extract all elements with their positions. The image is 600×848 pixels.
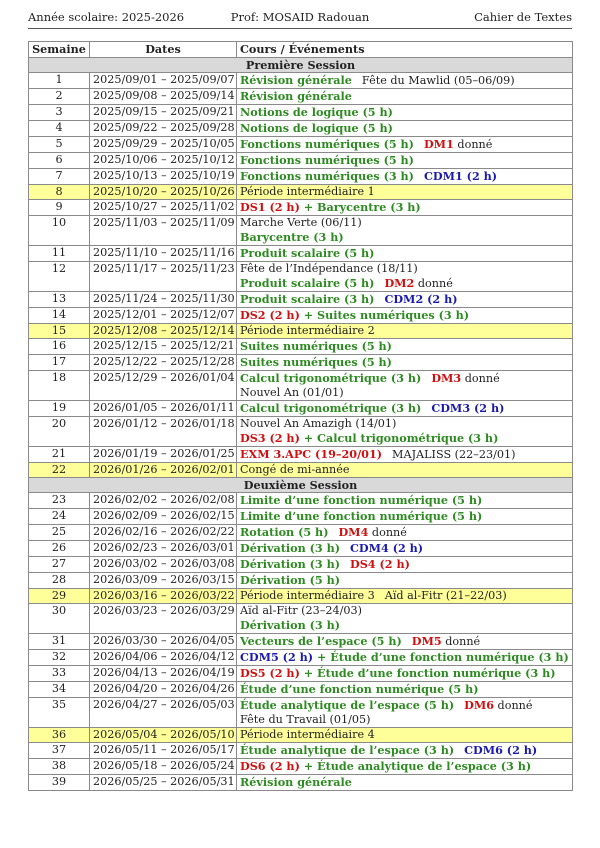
table-row xyxy=(29,185,573,200)
event-line xyxy=(240,759,569,774)
events-cell xyxy=(237,698,573,728)
school-year: Année scolaire: 2025-2026 xyxy=(28,10,185,24)
week-number: 24 xyxy=(29,509,90,525)
event-text: DS3 (2 h) xyxy=(240,431,300,445)
date-range: 2026/05/25 – 2026/05/31 xyxy=(90,775,237,791)
week-number: 2 xyxy=(29,89,90,105)
event-line xyxy=(240,493,569,508)
event-line xyxy=(240,324,569,338)
event-line xyxy=(240,541,569,556)
event-text: donné xyxy=(453,138,493,151)
week-number: 37 xyxy=(29,743,90,759)
events-cell xyxy=(237,417,573,447)
event-line xyxy=(240,216,569,230)
event-text: Barycentre (3 h) xyxy=(240,230,344,244)
event-text: DS4 (2 h) xyxy=(350,557,410,571)
table-row xyxy=(29,743,573,759)
events-cell xyxy=(237,371,573,401)
date-range: 2026/05/04 – 2026/05/10 xyxy=(90,728,237,743)
event-text: Notions de logique (5 h) xyxy=(240,105,393,119)
week-number: 23 xyxy=(29,493,90,509)
table-row xyxy=(29,246,573,262)
table-row xyxy=(29,169,573,185)
table-row xyxy=(29,447,573,463)
events-cell xyxy=(237,89,573,105)
event-line xyxy=(240,200,569,215)
date-range: 2025/09/15 – 2025/09/21 xyxy=(90,105,237,121)
date-range: 2025/09/01 – 2025/09/07 xyxy=(90,73,237,89)
week-number: 35 xyxy=(29,698,90,728)
date-range: 2026/03/23 – 2026/03/29 xyxy=(90,604,237,634)
event-text: Nouvel An (01/01) xyxy=(240,386,344,399)
event-line xyxy=(240,431,569,446)
events-cell xyxy=(237,324,573,339)
event-line xyxy=(240,292,569,307)
week-number: 18 xyxy=(29,371,90,401)
event-line xyxy=(240,169,569,184)
table-row xyxy=(29,775,573,791)
event-line xyxy=(240,246,569,261)
event-text: Révision générale xyxy=(240,89,352,103)
table-row xyxy=(29,493,573,509)
event-text: CDM3 (2 h) xyxy=(431,401,505,415)
event-text: EXM 3.APC (19–20/01) xyxy=(240,447,383,461)
event-text: DS5 (2 h) xyxy=(240,666,300,680)
table-row xyxy=(29,153,573,169)
event-text: Dérivation (3 h) xyxy=(240,557,341,571)
table-row xyxy=(29,417,573,447)
events-cell xyxy=(237,185,573,200)
event-text: Congé de mi-année xyxy=(240,463,350,476)
event-line xyxy=(240,650,569,665)
event-text: donné xyxy=(414,277,453,290)
table-row xyxy=(29,525,573,541)
events-cell xyxy=(237,759,573,775)
date-range: 2026/03/30 – 2026/04/05 xyxy=(90,634,237,650)
table-row xyxy=(29,262,573,292)
table-row xyxy=(29,292,573,308)
events-cell xyxy=(237,509,573,525)
week-number: 6 xyxy=(29,153,90,169)
date-range: 2026/01/05 – 2026/01/11 xyxy=(90,401,237,417)
event-line xyxy=(240,230,569,245)
session-label: Deuxième Session xyxy=(29,478,573,493)
event-text: DM2 xyxy=(384,276,415,290)
event-text: Notions de logique (5 h) xyxy=(240,121,393,135)
week-number: 31 xyxy=(29,634,90,650)
document-title: Cahier de Textes xyxy=(474,10,572,24)
event-text: Suites numériques (5 h) xyxy=(240,339,392,353)
week-number: 36 xyxy=(29,728,90,743)
event-text: Fête de l’Indépendance (18/11) xyxy=(240,262,418,275)
table-row xyxy=(29,650,573,666)
event-text: + Barycentre (3 h) xyxy=(299,200,421,214)
event-text: Fête du Travail (01/05) xyxy=(240,713,371,726)
week-number: 12 xyxy=(29,262,90,292)
event-text: Fonctions numériques (5 h) xyxy=(240,137,414,151)
table-row xyxy=(29,355,573,371)
event-text: CDM5 (2 h) xyxy=(240,650,314,664)
event-text: Nouvel An Amazigh (14/01) xyxy=(240,417,397,430)
week-number: 17 xyxy=(29,355,90,371)
date-range: 2025/10/13 – 2025/10/19 xyxy=(90,169,237,185)
events-cell xyxy=(237,401,573,417)
week-number: 11 xyxy=(29,246,90,262)
events-cell xyxy=(237,728,573,743)
date-range: 2026/05/18 – 2026/05/24 xyxy=(90,759,237,775)
events-cell xyxy=(237,105,573,121)
date-range: 2026/04/27 – 2026/05/03 xyxy=(90,698,237,728)
event-line xyxy=(240,105,569,120)
event-text: Produit scalaire (5 h) xyxy=(240,276,375,290)
event-text: Marche Verte (06/11) xyxy=(240,216,362,229)
date-range: 2026/01/12 – 2026/01/18 xyxy=(90,417,237,447)
week-number: 14 xyxy=(29,308,90,324)
week-number: 8 xyxy=(29,185,90,200)
event-line xyxy=(240,386,569,400)
week-number: 27 xyxy=(29,557,90,573)
event-text: Dérivation (5 h) xyxy=(240,573,341,587)
events-cell xyxy=(237,137,573,153)
table-row xyxy=(29,759,573,775)
table-row xyxy=(29,73,573,89)
week-number: 19 xyxy=(29,401,90,417)
date-range: 2025/12/15 – 2025/12/21 xyxy=(90,339,237,355)
event-text: CDM4 (2 h) xyxy=(350,541,424,555)
column-header-events: Cours / Événements xyxy=(237,42,573,58)
event-line xyxy=(240,743,569,758)
table-row xyxy=(29,137,573,153)
date-range: 2025/09/29 – 2025/10/05 xyxy=(90,137,237,153)
table-row xyxy=(29,200,573,216)
event-text: Fonctions numériques (3 h) xyxy=(240,169,414,183)
event-text: + Suites numériques (3 h) xyxy=(299,308,470,322)
event-line xyxy=(240,371,569,386)
event-text: + Étude analytique de l’espace (3 h) xyxy=(299,759,532,773)
date-range: 2025/10/27 – 2025/11/02 xyxy=(90,200,237,216)
date-range: 2025/12/01 – 2025/12/07 xyxy=(90,308,237,324)
date-range: 2025/10/06 – 2025/10/12 xyxy=(90,153,237,169)
column-header-week: Semaine xyxy=(29,42,90,58)
event-line xyxy=(240,666,569,681)
event-text: + Étude d’une fonction numérique (3 h) xyxy=(299,666,556,680)
events-cell xyxy=(237,573,573,589)
week-number: 38 xyxy=(29,759,90,775)
event-text: DM3 xyxy=(431,371,462,385)
event-text: DS6 (2 h) xyxy=(240,759,300,773)
event-text: Étude d’une fonction numérique (5 h) xyxy=(240,682,479,696)
event-line xyxy=(240,185,569,199)
date-range: 2026/04/20 – 2026/04/26 xyxy=(90,682,237,698)
date-range: 2026/02/09 – 2026/02/15 xyxy=(90,509,237,525)
event-text: Rotation (5 h) xyxy=(240,525,329,539)
week-number: 25 xyxy=(29,525,90,541)
week-number: 5 xyxy=(29,137,90,153)
events-cell xyxy=(237,775,573,791)
table-row xyxy=(29,371,573,401)
date-range: 2025/12/08 – 2025/12/14 xyxy=(90,324,237,339)
date-range: 2025/11/03 – 2025/11/09 xyxy=(90,216,237,246)
week-number: 9 xyxy=(29,200,90,216)
week-number: 30 xyxy=(29,604,90,634)
events-cell xyxy=(237,121,573,137)
week-number: 20 xyxy=(29,417,90,447)
event-text: CDM2 (2 h) xyxy=(384,292,458,306)
week-number: 13 xyxy=(29,292,90,308)
week-number: 15 xyxy=(29,324,90,339)
week-number: 28 xyxy=(29,573,90,589)
schedule-table xyxy=(28,41,573,791)
event-text: Produit scalaire (3 h) xyxy=(240,292,375,306)
event-text: CDM1 (2 h) xyxy=(423,169,498,183)
date-range: 2026/02/16 – 2026/02/22 xyxy=(90,525,237,541)
event-line xyxy=(240,713,569,727)
week-number: 34 xyxy=(29,682,90,698)
table-row xyxy=(29,216,573,246)
date-range: 2026/03/09 – 2026/03/15 xyxy=(90,573,237,589)
events-cell xyxy=(237,292,573,308)
event-text: DM4 xyxy=(338,525,369,539)
table-row xyxy=(29,541,573,557)
event-line xyxy=(240,276,569,291)
event-line xyxy=(240,557,569,572)
events-cell xyxy=(237,743,573,759)
event-line xyxy=(240,417,569,431)
table-row xyxy=(29,666,573,682)
table-row xyxy=(29,682,573,698)
table-row xyxy=(29,557,573,573)
event-line xyxy=(240,355,569,370)
table-row xyxy=(29,573,573,589)
week-number: 10 xyxy=(29,216,90,246)
week-number: 33 xyxy=(29,666,90,682)
event-line xyxy=(240,121,569,136)
event-text: Dérivation (3 h) xyxy=(240,618,341,632)
event-line xyxy=(240,447,569,462)
event-text: Révision générale xyxy=(240,775,352,789)
table-row xyxy=(29,634,573,650)
week-number: 22 xyxy=(29,463,90,478)
event-text: DS2 (2 h) xyxy=(240,308,300,322)
event-line xyxy=(240,153,569,168)
table-row xyxy=(29,89,573,105)
events-cell xyxy=(237,262,573,292)
date-range: 2026/05/11 – 2026/05/17 xyxy=(90,743,237,759)
events-cell xyxy=(237,463,573,478)
event-text: Limite d’une fonction numérique (5 h) xyxy=(240,509,483,523)
event-line xyxy=(240,401,569,416)
event-text: Limite d’une fonction numérique (5 h) xyxy=(240,493,483,507)
event-text: Révision générale xyxy=(240,73,352,87)
schedule-body xyxy=(29,58,573,791)
date-range: 2026/01/19 – 2026/01/25 xyxy=(90,447,237,463)
date-range: 2026/02/02 – 2026/02/08 xyxy=(90,493,237,509)
week-number: 3 xyxy=(29,105,90,121)
events-cell xyxy=(237,153,573,169)
event-line xyxy=(240,573,569,588)
event-text: Période intermédiaire 4 xyxy=(240,728,375,741)
event-text: Dérivation (3 h) xyxy=(240,541,341,555)
event-text: DM5 xyxy=(411,634,442,648)
table-row xyxy=(29,589,573,604)
event-text: CDM6 (2 h) xyxy=(464,743,538,757)
table-row xyxy=(29,401,573,417)
date-range: 2025/09/08 – 2025/09/14 xyxy=(90,89,237,105)
event-text: donné xyxy=(461,372,500,385)
events-cell xyxy=(237,73,573,89)
events-cell xyxy=(237,557,573,573)
table-row xyxy=(29,339,573,355)
events-cell xyxy=(237,169,573,185)
event-text: Produit scalaire (5 h) xyxy=(240,246,375,260)
event-text: donné xyxy=(494,699,533,712)
session-header-row xyxy=(29,58,573,73)
events-cell xyxy=(237,589,573,604)
event-line xyxy=(240,89,569,104)
week-number: 1 xyxy=(29,73,90,89)
table-header-row xyxy=(29,42,573,58)
table-row xyxy=(29,604,573,634)
date-range: 2026/04/13 – 2026/04/19 xyxy=(90,666,237,682)
table-row xyxy=(29,308,573,324)
table-row xyxy=(29,509,573,525)
page-header xyxy=(28,8,572,29)
event-line xyxy=(240,589,569,603)
event-text: Fête du Mawlid (05–06/09) xyxy=(361,74,515,87)
date-range: 2025/11/24 – 2025/11/30 xyxy=(90,292,237,308)
date-range: 2025/12/22 – 2025/12/28 xyxy=(90,355,237,371)
event-line xyxy=(240,262,569,276)
events-cell xyxy=(237,308,573,324)
date-range: 2025/10/20 – 2025/10/26 xyxy=(90,185,237,200)
event-line xyxy=(240,463,569,477)
event-text: Période intermédiaire 3 xyxy=(240,589,375,602)
event-line xyxy=(240,137,569,152)
event-text: donné xyxy=(368,526,407,539)
week-number: 4 xyxy=(29,121,90,137)
events-cell xyxy=(237,634,573,650)
week-number: 29 xyxy=(29,589,90,604)
events-cell xyxy=(237,541,573,557)
week-number: 26 xyxy=(29,541,90,557)
table-row xyxy=(29,105,573,121)
table-row xyxy=(29,463,573,478)
date-range: 2026/03/02 – 2026/03/08 xyxy=(90,557,237,573)
events-cell xyxy=(237,447,573,463)
week-number: 7 xyxy=(29,169,90,185)
events-cell xyxy=(237,246,573,262)
date-range: 2026/03/16 – 2026/03/22 xyxy=(90,589,237,604)
events-cell xyxy=(237,604,573,634)
table-row xyxy=(29,324,573,339)
events-cell xyxy=(237,682,573,698)
event-text: DS1 (2 h) xyxy=(240,200,300,214)
event-text: Période intermédiaire 2 xyxy=(240,324,375,337)
event-text: Période intermédiaire 1 xyxy=(240,185,375,198)
event-line xyxy=(240,73,569,88)
week-number: 32 xyxy=(29,650,90,666)
event-line xyxy=(240,634,569,649)
events-cell xyxy=(237,339,573,355)
event-line xyxy=(240,775,569,790)
session-label: Première Session xyxy=(29,58,573,73)
event-text: + Étude d’une fonction numérique (3 h) xyxy=(313,650,569,664)
event-text: Aïd al-Fitr (21–22/03) xyxy=(384,589,507,602)
table-row xyxy=(29,121,573,137)
week-number: 16 xyxy=(29,339,90,355)
events-cell xyxy=(237,493,573,509)
date-range: 2025/11/17 – 2025/11/23 xyxy=(90,262,237,292)
events-cell xyxy=(237,666,573,682)
events-cell xyxy=(237,216,573,246)
event-line xyxy=(240,509,569,524)
event-line xyxy=(240,618,569,633)
event-line xyxy=(240,308,569,323)
events-cell xyxy=(237,355,573,371)
event-line xyxy=(240,682,569,697)
date-range: 2026/04/06 – 2026/04/12 xyxy=(90,650,237,666)
event-text: Fonctions numériques (5 h) xyxy=(240,153,414,167)
event-text: Aïd al-Fitr (23–24/03) xyxy=(240,604,362,617)
event-text: + Calcul trigonométrique (3 h) xyxy=(299,431,499,445)
events-cell xyxy=(237,650,573,666)
date-range: 2026/01/26 – 2026/02/01 xyxy=(90,463,237,478)
event-text: Suites numériques (5 h) xyxy=(240,355,392,369)
teacher-name: Prof: MOSAID Radouan xyxy=(230,10,370,24)
event-line xyxy=(240,604,569,618)
event-text: Vecteurs de l’espace (5 h) xyxy=(240,634,402,648)
event-text: donné xyxy=(441,635,481,648)
event-text: DM1 xyxy=(423,137,454,151)
event-text: Étude analytique de l’espace (3 h) xyxy=(240,743,455,757)
date-range: 2025/11/10 – 2025/11/16 xyxy=(90,246,237,262)
event-line xyxy=(240,525,569,540)
event-text: DM6 xyxy=(464,698,494,712)
table-row xyxy=(29,698,573,728)
event-text: MAJALISS (22–23/01) xyxy=(392,448,516,461)
week-number: 21 xyxy=(29,447,90,463)
column-header-dates: Dates xyxy=(90,42,237,58)
event-text: Étude analytique de l’espace (5 h) xyxy=(240,698,455,712)
event-text: Calcul trigonométrique (3 h) xyxy=(240,401,422,415)
date-range: 2025/12/29 – 2026/01/04 xyxy=(90,371,237,401)
event-text: Calcul trigonométrique (3 h) xyxy=(240,371,422,385)
date-range: 2026/02/23 – 2026/03/01 xyxy=(90,541,237,557)
event-line xyxy=(240,339,569,354)
events-cell xyxy=(237,525,573,541)
table-row xyxy=(29,728,573,743)
week-number: 39 xyxy=(29,775,90,791)
session-header-row xyxy=(29,478,573,493)
date-range: 2025/09/22 – 2025/09/28 xyxy=(90,121,237,137)
event-line xyxy=(240,728,569,742)
event-line xyxy=(240,698,569,713)
events-cell xyxy=(237,200,573,216)
